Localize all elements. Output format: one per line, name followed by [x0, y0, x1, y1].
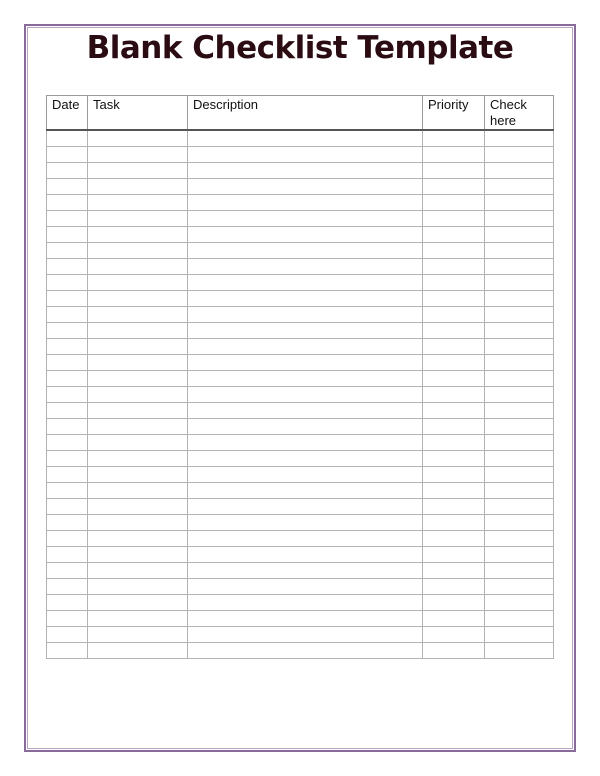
date-cell[interactable]	[47, 322, 88, 338]
task-cell[interactable]	[88, 594, 188, 610]
priority-cell[interactable]	[423, 386, 485, 402]
check-cell[interactable]	[485, 562, 554, 578]
table-row	[47, 562, 554, 578]
check-cell[interactable]	[485, 146, 554, 162]
check-cell[interactable]	[485, 290, 554, 306]
check-cell[interactable]	[485, 386, 554, 402]
check-cell[interactable]	[485, 610, 554, 626]
description-cell[interactable]	[188, 322, 423, 338]
table-row	[47, 370, 554, 386]
check-cell[interactable]	[485, 178, 554, 194]
date-cell[interactable]	[47, 194, 88, 210]
description-cell[interactable]	[188, 306, 423, 322]
check-cell[interactable]	[485, 434, 554, 450]
description-cell[interactable]	[188, 498, 423, 514]
priority-cell[interactable]	[423, 210, 485, 226]
table-row	[47, 210, 554, 226]
date-cell[interactable]	[47, 274, 88, 290]
table-row	[47, 610, 554, 626]
description-cell[interactable]	[188, 562, 423, 578]
description-cell[interactable]	[188, 274, 423, 290]
priority-cell[interactable]	[423, 578, 485, 594]
check-cell[interactable]	[485, 338, 554, 354]
table-header	[47, 96, 554, 131]
task-cell[interactable]	[88, 434, 188, 450]
table-row	[47, 402, 554, 418]
date-cell[interactable]	[47, 354, 88, 370]
description-cell[interactable]	[188, 626, 423, 642]
table-row	[47, 290, 554, 306]
date-cell[interactable]	[47, 418, 88, 434]
priority-cell[interactable]	[423, 354, 485, 370]
table-row	[47, 338, 554, 354]
table-row	[47, 482, 554, 498]
task-cell[interactable]	[88, 130, 188, 146]
task-cell[interactable]	[88, 242, 188, 258]
description-cell[interactable]	[188, 514, 423, 530]
date-cell[interactable]	[47, 610, 88, 626]
date-cell[interactable]	[47, 226, 88, 242]
date-cell[interactable]	[47, 450, 88, 466]
check-cell[interactable]	[485, 482, 554, 498]
check-cell[interactable]	[485, 594, 554, 610]
description-cell[interactable]	[188, 338, 423, 354]
priority-cell[interactable]	[423, 130, 485, 146]
task-cell[interactable]	[88, 178, 188, 194]
priority-cell[interactable]	[423, 258, 485, 274]
description-cell[interactable]	[188, 482, 423, 498]
date-cell[interactable]	[47, 130, 88, 146]
date-cell[interactable]	[47, 546, 88, 562]
table-row	[47, 274, 554, 290]
priority-cell[interactable]	[423, 530, 485, 546]
table-row	[47, 322, 554, 338]
task-cell[interactable]	[88, 226, 188, 242]
date-cell[interactable]	[47, 498, 88, 514]
priority-cell[interactable]	[423, 146, 485, 162]
priority-cell[interactable]	[423, 370, 485, 386]
column-header-task: Task	[88, 96, 188, 131]
priority-cell[interactable]	[423, 626, 485, 642]
table-row	[47, 226, 554, 242]
priority-cell[interactable]	[423, 402, 485, 418]
table-row	[47, 130, 554, 146]
description-cell[interactable]	[188, 162, 423, 178]
task-cell[interactable]	[88, 402, 188, 418]
description-cell[interactable]	[188, 258, 423, 274]
task-cell[interactable]	[88, 370, 188, 386]
task-cell[interactable]	[88, 162, 188, 178]
column-header-priority: Priority	[423, 96, 485, 131]
priority-cell[interactable]	[423, 546, 485, 562]
task-cell[interactable]	[88, 482, 188, 498]
table-row	[47, 386, 554, 402]
check-cell[interactable]	[485, 626, 554, 642]
priority-cell[interactable]	[423, 498, 485, 514]
check-cell[interactable]	[485, 514, 554, 530]
check-cell[interactable]	[485, 162, 554, 178]
check-cell[interactable]	[485, 354, 554, 370]
check-cell[interactable]	[485, 466, 554, 482]
table-row	[47, 514, 554, 530]
table-row	[47, 194, 554, 210]
task-cell[interactable]	[88, 290, 188, 306]
description-cell[interactable]	[188, 178, 423, 194]
description-cell[interactable]	[188, 450, 423, 466]
description-cell[interactable]	[188, 146, 423, 162]
table-row	[47, 578, 554, 594]
priority-cell[interactable]	[423, 242, 485, 258]
table-row	[47, 498, 554, 514]
date-cell[interactable]	[47, 514, 88, 530]
task-cell[interactable]	[88, 450, 188, 466]
description-cell[interactable]	[188, 610, 423, 626]
date-cell[interactable]	[47, 306, 88, 322]
check-cell[interactable]	[485, 450, 554, 466]
check-cell[interactable]	[485, 578, 554, 594]
column-header-check-here: Check here	[485, 96, 554, 131]
description-cell[interactable]	[188, 418, 423, 434]
priority-cell[interactable]	[423, 562, 485, 578]
task-cell[interactable]	[88, 610, 188, 626]
date-cell[interactable]	[47, 338, 88, 354]
date-cell[interactable]	[47, 258, 88, 274]
check-cell[interactable]	[485, 642, 554, 658]
check-cell[interactable]	[485, 242, 554, 258]
priority-cell[interactable]	[423, 306, 485, 322]
table-row	[47, 306, 554, 322]
check-cell[interactable]	[485, 370, 554, 386]
description-cell[interactable]	[188, 434, 423, 450]
task-cell[interactable]	[88, 418, 188, 434]
task-cell[interactable]	[88, 386, 188, 402]
description-cell[interactable]	[188, 130, 423, 146]
description-cell[interactable]	[188, 210, 423, 226]
date-cell[interactable]	[47, 642, 88, 658]
date-cell[interactable]	[47, 434, 88, 450]
check-cell[interactable]	[485, 226, 554, 242]
date-cell[interactable]	[47, 146, 88, 162]
task-cell[interactable]	[88, 338, 188, 354]
table-row	[47, 626, 554, 642]
task-cell[interactable]	[88, 306, 188, 322]
check-cell[interactable]	[485, 498, 554, 514]
task-cell[interactable]	[88, 578, 188, 594]
date-cell[interactable]	[47, 386, 88, 402]
priority-cell[interactable]	[423, 450, 485, 466]
priority-cell[interactable]	[423, 194, 485, 210]
check-cell[interactable]	[485, 418, 554, 434]
date-cell[interactable]	[47, 594, 88, 610]
table-row	[47, 162, 554, 178]
check-cell[interactable]	[485, 402, 554, 418]
task-cell[interactable]	[88, 546, 188, 562]
description-cell[interactable]	[188, 290, 423, 306]
description-cell[interactable]	[188, 578, 423, 594]
priority-cell[interactable]	[423, 434, 485, 450]
priority-cell[interactable]	[423, 162, 485, 178]
task-cell[interactable]	[88, 530, 188, 546]
check-cell[interactable]	[485, 130, 554, 146]
check-cell[interactable]	[485, 546, 554, 562]
table-row	[47, 242, 554, 258]
date-cell[interactable]	[47, 370, 88, 386]
date-cell[interactable]	[47, 562, 88, 578]
table-row	[47, 434, 554, 450]
priority-cell[interactable]	[423, 594, 485, 610]
priority-cell[interactable]	[423, 482, 485, 498]
date-cell[interactable]	[47, 482, 88, 498]
table-row	[47, 258, 554, 274]
task-cell[interactable]	[88, 146, 188, 162]
description-cell[interactable]	[188, 530, 423, 546]
priority-cell[interactable]	[423, 514, 485, 530]
priority-cell[interactable]	[423, 642, 485, 658]
date-cell[interactable]	[47, 210, 88, 226]
checklist-table	[46, 95, 554, 659]
date-cell[interactable]	[47, 290, 88, 306]
description-cell[interactable]	[188, 370, 423, 386]
description-cell[interactable]	[188, 386, 423, 402]
priority-cell[interactable]	[423, 226, 485, 242]
priority-cell[interactable]	[423, 274, 485, 290]
column-header-description: Description	[188, 96, 423, 131]
check-cell[interactable]	[485, 530, 554, 546]
task-cell[interactable]	[88, 354, 188, 370]
description-cell[interactable]	[188, 642, 423, 658]
priority-cell[interactable]	[423, 418, 485, 434]
table-row	[47, 530, 554, 546]
date-cell[interactable]	[47, 242, 88, 258]
table-row	[47, 354, 554, 370]
priority-cell[interactable]	[423, 178, 485, 194]
description-cell[interactable]	[188, 194, 423, 210]
description-cell[interactable]	[188, 402, 423, 418]
date-cell[interactable]	[47, 178, 88, 194]
check-cell[interactable]	[485, 274, 554, 290]
check-cell[interactable]	[485, 322, 554, 338]
table-row	[47, 146, 554, 162]
table-row	[47, 466, 554, 482]
priority-cell[interactable]	[423, 290, 485, 306]
table-row	[47, 642, 554, 658]
date-cell[interactable]	[47, 466, 88, 482]
table-row	[47, 546, 554, 562]
table-row	[47, 594, 554, 610]
date-cell[interactable]	[47, 578, 88, 594]
task-cell[interactable]	[88, 514, 188, 530]
table-row	[47, 450, 554, 466]
description-cell[interactable]	[188, 354, 423, 370]
table-row	[47, 418, 554, 434]
date-cell[interactable]	[47, 626, 88, 642]
task-cell[interactable]	[88, 466, 188, 482]
table-body	[47, 130, 554, 658]
priority-cell[interactable]	[423, 338, 485, 354]
task-cell[interactable]	[88, 498, 188, 514]
priority-cell[interactable]	[423, 322, 485, 338]
description-cell[interactable]	[188, 226, 423, 242]
task-cell[interactable]	[88, 642, 188, 658]
description-cell[interactable]	[188, 594, 423, 610]
header-row	[47, 96, 554, 131]
page-title: Blank Checklist Template	[86, 30, 514, 66]
description-cell[interactable]	[188, 466, 423, 482]
date-cell[interactable]	[47, 530, 88, 546]
priority-cell[interactable]	[423, 610, 485, 626]
date-cell[interactable]	[47, 162, 88, 178]
task-cell[interactable]	[88, 322, 188, 338]
check-cell[interactable]	[485, 194, 554, 210]
table-row	[47, 178, 554, 194]
column-header-date: Date	[47, 96, 88, 131]
task-cell[interactable]	[88, 562, 188, 578]
date-cell[interactable]	[47, 402, 88, 418]
priority-cell[interactable]	[423, 466, 485, 482]
task-cell[interactable]	[88, 258, 188, 274]
description-cell[interactable]	[188, 242, 423, 258]
task-cell[interactable]	[88, 210, 188, 226]
task-cell[interactable]	[88, 194, 188, 210]
description-cell[interactable]	[188, 546, 423, 562]
check-cell[interactable]	[485, 306, 554, 322]
check-cell[interactable]	[485, 210, 554, 226]
task-cell[interactable]	[88, 274, 188, 290]
task-cell[interactable]	[88, 626, 188, 642]
check-cell[interactable]	[485, 258, 554, 274]
